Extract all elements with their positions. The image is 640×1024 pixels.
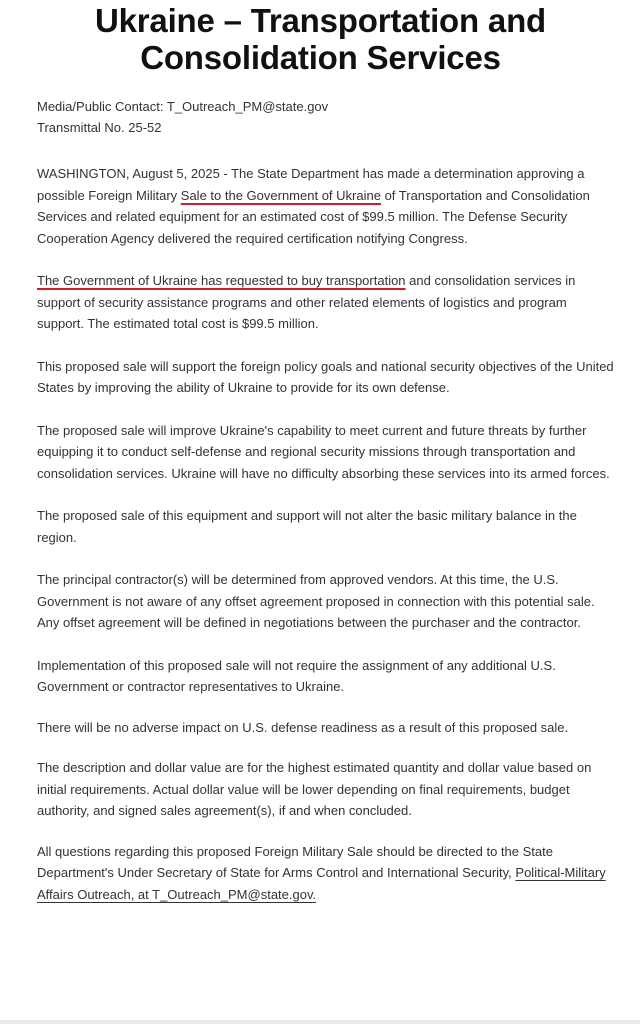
paragraph-questions <box>37 841 616 906</box>
paragraph-announcement <box>37 163 616 249</box>
bottom-divider <box>0 1020 640 1024</box>
paragraph-request <box>37 270 616 335</box>
highlight-sale-to-ukraine: Sale to the Government of Ukraine <box>180 187 381 203</box>
outreach-contact-link[interactable]: Political-Military Affairs Outreach, at T_Outreach_PM@state.gov. <box>37 865 606 902</box>
announcement-lead: WASHINGTON, August 5, 2025 - The State Department has made a determination approving a possible Foreign Military <box>37 166 585 203</box>
page-title: Ukraine – Transportation and Consolidation Services <box>94 2 546 76</box>
paragraph-military-balance: The proposed sale of this equipment and support will not alter the basic military balance in the region. <box>37 508 577 545</box>
paragraph-dollar-value: The description and dollar value are for the highest estimated quantity and dollar value based on initial requirements. Actual dollar value will be lower depending on final requirements, budget authority, and signed sales agreement(s), if and when concluded. <box>37 760 592 818</box>
paragraph-contractor: The principal contractor(s) will be determined from approved vendors. At this time, the U.S. Government is not aware of any offset agreement proposed in connection with this potential sale. Any offset agreement will be defined in negotiations between the purchaser and the contractor. <box>37 572 595 630</box>
paragraph-readiness: There will be no adverse impact on U.S. defense readiness as a result of this proposed sale. <box>37 719 569 735</box>
transmittal-number: Transmittal No. 25-52 <box>37 120 162 135</box>
paragraph-capability: The proposed sale will improve Ukraine's capability to meet current and future threats by further equipping it to conduct self-defense and regional security missions through transportation and consolidation services. Ukraine will have no difficulty absorbing these services into its armed forces. <box>37 422 610 481</box>
announcement-rest: of Transportation and Consolidation Services and related equipment for an estimated cost of $99.5 million. The Defense Security Cooperation Agency delivered the required certification notifying Congress. <box>37 187 590 246</box>
paragraph-policy-goals: This proposed sale will support the foreign policy goals and national security objectives of the United States by improving the ability of Ukraine to provide for its own defense. <box>37 358 614 395</box>
questions-lead: All questions regarding this proposed Foreign Military Sale should be directed to the State Department's Under Secretary of State for Arms Control and International Security, <box>37 843 553 880</box>
highlight-request: The Government of Ukraine has requested to buy transportation <box>37 273 406 288</box>
contact-block <box>37 96 616 138</box>
media-contact: Media/Public Contact: T_Outreach_PM@state.gov <box>37 99 329 114</box>
request-rest: and consolidation services in support of security assistance programs and other related elements of logistics and program support. The estimated total cost is $99.5 million. <box>37 273 576 331</box>
paragraph-implementation: Implementation of this proposed sale will not require the assignment of any additional U.S. Government or contractor representatives to Ukraine. <box>37 657 556 694</box>
